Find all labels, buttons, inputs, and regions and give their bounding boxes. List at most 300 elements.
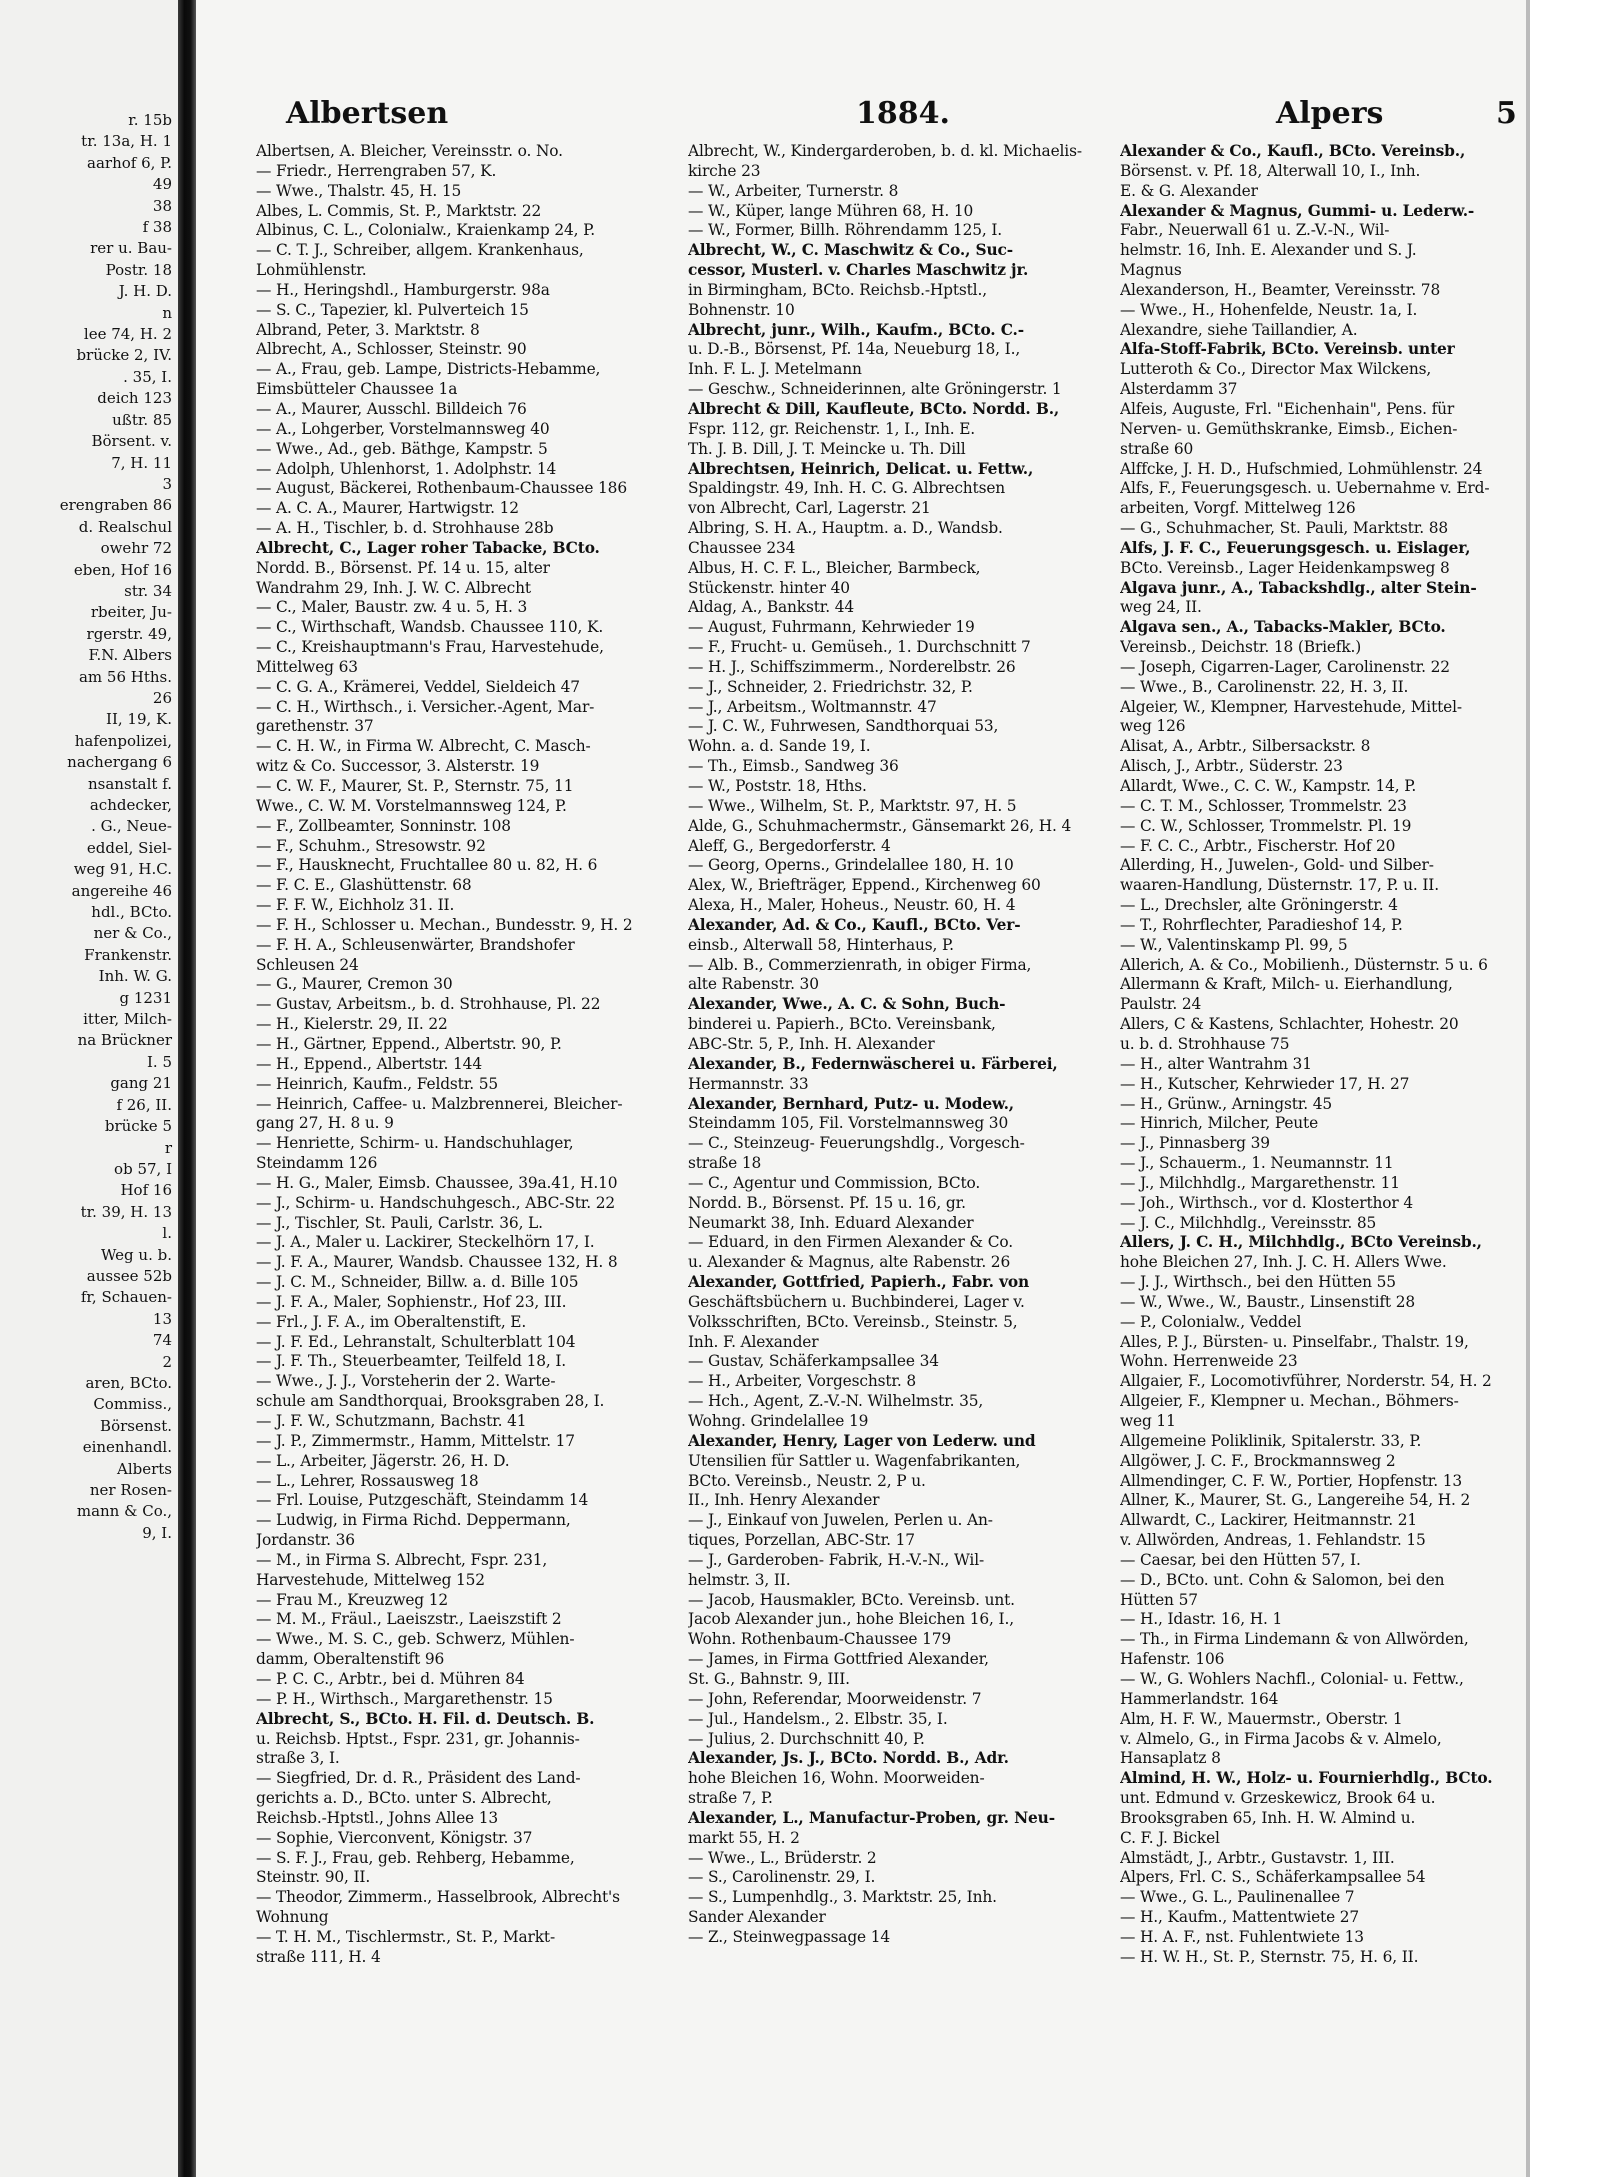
directory-entry-line: Spaldingstr. 49, Inh. H. C. G. Albrechtsen [688,479,1006,498]
directory-entry-line: Albus, H. C. F. L., Bleicher, Barmbeck, [688,558,981,577]
fragment-line: aren, BCto. [85,1373,172,1392]
directory-entry-line: Geschäftsbüchern u. Buchbinderei, Lager v. [688,1292,1025,1311]
fragment-line: mann & Co., [76,1502,172,1521]
directory-entry-line: — Heinrich, Caffee- u. Malzbrennerei, Bleicher- [256,1094,623,1113]
directory-entry-line: — C. T. M., Schlosser, Trommelstr. 23 [1120,796,1407,815]
directory-entry-line: — Georg, Operns., Grindelallee 180, H. 10 [688,856,1014,875]
fragment-line: Frankenstr. [84,945,172,964]
directory-entry-line: BCto. Vereinsb., Lager Heidenkampsweg 8 [1120,558,1450,577]
directory-entry-line: — J. F. Th., Steuerbeamter, Teilfeld 18, I. [256,1352,567,1371]
fragment-line: ner & Co., [93,924,172,943]
directory-entry-line: Aleff, G., Bergedorferstr. 4 [688,836,891,855]
directory-entry-line: Wwe., C. W. M. Vorstelmannsweg 124, P. [256,796,567,815]
directory-entry-line: Allwardt, C., Lackirer, Heitmannstr. 21 [1120,1511,1418,1530]
directory-entry-line: Alexander & Co., Kaufl., BCto. Vereinsb., [1120,142,1466,160]
directory-entry-line: Alexa, H., Maler, Hoheus., Neustr. 60, H. 4 [688,896,1016,915]
directory-entry-line: — Wwe., H., Hohenfelde, Neustr. 1a, I. [1120,300,1418,319]
fragment-line: . G., Neue- [91,817,172,836]
directory-entry-line: Allermann & Kraft, Milch- u. Eierhandlung, [1120,975,1453,994]
directory-entry-line: Albrecht, W., C. Maschwitz & Co., Suc- [688,241,1013,260]
directory-entry-line: Alfeis, Auguste, Frl. "Eichenhain", Pens. für [1120,399,1455,418]
directory-entry-line: v. Almelo, G., in Firma Jacobs & v. Almelo, [1120,1729,1442,1748]
directory-entry-line: Albinus, C. L., Colonialw., Kraienkamp 24, P. [256,221,595,240]
fragment-line: tr. 39, H. 13 [80,1202,172,1221]
directory-entry-line: Albes, L. Commis, St. P., Marktstr. 22 [256,201,542,220]
directory-entry-line: weg 126 [1120,717,1186,736]
directory-entry-line: Allers, C & Kastens, Schlachter, Hohestr. 20 [1120,1015,1459,1034]
directory-entry-line: — J. P., Zimmermstr., Hamm, Mittelstr. 17 [256,1431,575,1450]
directory-page [196,0,1526,2177]
directory-entry-line: — Henriette, Schirm- u. Handschuhlager, [256,1134,574,1153]
fragment-line: r. 15b [128,111,172,129]
directory-entry-line: Neumarkt 38, Inh. Eduard Alexander [688,1213,974,1232]
directory-entry-line: — Frl., J. F. A., im Oberaltenstift, E. [256,1312,527,1331]
directory-entry-line: Inh. F. L. J. Metelmann [688,360,862,379]
directory-entry-line: — J. F. A., Maurer, Wandsb. Chaussee 132, H. 8 [256,1253,618,1272]
directory-entry-line: — Joh., Wirthsch., vor d. Klosterthor 4 [1120,1193,1413,1212]
header-year [856,96,950,130]
directory-entry-line: Reichsb.-Hptstl., Johns Allee 13 [256,1808,499,1827]
directory-entry-line: — G., Maurer, Cremon 30 [256,975,453,994]
directory-entry-line: Bohnenstr. 10 [688,300,795,319]
directory-entry-line: Albrecht, W., Kindergarderoben, b. d. kl. Michaelis- [688,142,1082,160]
directory-entry-line: Alex, W., Briefträger, Eppend., Kirchenweg 60 [688,876,1041,895]
directory-entry-line: Alfs, F., Feuerungsgesch. u. Uebernahme v. Erd- [1120,479,1490,498]
fragment-line: Inh. W. G. [98,967,172,986]
directory-entry-line: — F. H. A., Schleusenwärter, Brandshofer [256,935,575,954]
directory-entry-line: — W., Poststr. 18, Hths. [688,777,867,795]
fragment-line: Postr. 18 [105,260,172,279]
directory-entry-line: tiques, Porzellan, ABC-Str. 17 [688,1531,915,1550]
directory-entry-line: Wandrahm 29, Inh. J. W. C. Albrecht [256,578,531,597]
directory-entry-line: — Geschw., Schneiderinnen, alte Gröningerstr. 1 [688,380,1062,399]
directory-entry-line: — J. C., Milchhdlg., Vereinsstr. 85 [1120,1213,1377,1232]
directory-entry-line: — W., Former, Billh. Röhrendamm 125, I. [688,221,1003,240]
directory-entry-line: Wohng. Grindelallee 19 [688,1412,869,1430]
directory-entry-line: — C. G. A., Krämerei, Veddel, Sieldeich 47 [256,677,580,696]
directory-entry-line: helmstr. 3, II. [688,1570,791,1589]
directory-entry-line: ABC-Str. 5, P., Inh. H. Alexander [688,1034,935,1053]
directory-entry-line: Alexanderson, H., Beamter, Vereinsstr. 78 [1120,280,1441,299]
fragment-line: I. 5 [146,1052,172,1071]
page-edge [1526,0,1600,2177]
directory-entry-line: — C. H. W., in Firma W. Albrecht, C. Masch- [256,737,591,756]
fragment-line: d. Realschul [78,517,172,536]
directory-entry-line: Allerding, H., Juwelen-, Gold- und Silber- [1120,856,1434,875]
directory-entry-line: Mittelweg 63 [256,657,358,676]
directory-entry-line: — F. F. W., Eichholz 31. II. [256,896,455,915]
fragment-line: rbeiter, Ju- [90,603,172,622]
directory-entry-line: weg 24, II. [1120,598,1202,617]
fragment-line: einenhandl. [82,1438,172,1457]
directory-entry-line: II., Inh. Henry Alexander [688,1491,880,1510]
directory-entry-line: Wohn. Rothenbaum-Chaussee 179 [688,1630,952,1649]
directory-entry-line: — A., Lohgerber, Vorstelmannsweg 40 [256,419,550,438]
directory-entry-line: Hammerlandstr. 164 [1120,1689,1279,1708]
directory-entry-line: — Frl. Louise, Putzgeschäft, Steindamm 14 [256,1491,589,1510]
directory-entry-line: — Wwe., B., Carolinenstr. 22, H. 3, II. [1120,677,1409,696]
header-right-keyword [1276,96,1383,130]
directory-entry-line: — J., Schirm- u. Handschuhgesch., ABC-Str. 22 [256,1193,616,1212]
directory-entry-line: Allerich, A. & Co., Mobilienh., Düsternstr. 5 u. 6 [1120,955,1488,974]
directory-entry-line: Brooksgraben 65, Inh. H. W. Almind u. [1120,1808,1416,1827]
fragment-line: str. 34 [124,581,172,600]
fragment-line: rgerstr. 49, [86,624,172,643]
directory-entry-line: helmstr. 16, Inh. E. Alexander und S. J. [1120,241,1417,260]
page-number-text: 5 [1496,96,1517,131]
directory-entry-line: Eimsbütteler Chaussee 1a [256,380,458,399]
directory-entry-line: Paulstr. 24 [1120,995,1202,1014]
directory-entry-line: Alm, H. F. W., Mauermstr., Oberstr. 1 [1120,1709,1403,1728]
fragment-line: 2 [162,1352,172,1371]
directory-entry-line: Allardt, Wwe., C. C. W., Kampstr. 14, P. [1120,777,1417,795]
directory-entry-line: — J., Schauerm., 1. Neumannstr. 11 [1120,1154,1394,1173]
directory-entry-line: — H., alter Wantrahm 31 [1120,1054,1312,1073]
directory-entry-line: Allner, K., Maurer, St. G., Langereihe 54, H. 2 [1120,1491,1471,1510]
directory-entry-line: u. D.-B., Börsenst, Pf. 14a, Neueburg 18, I., [688,340,1021,359]
directory-entry-line: Steindamm 105, Fil. Vorstelmannsweg 30 [688,1114,1009,1133]
directory-entry-line: — J., Tischler, St. Pauli, Carlstr. 36, L. [256,1213,543,1232]
fragment-line: Weg u. b. [100,1245,172,1264]
directory-entry-line: — Hinrich, Milcher, Peute [1120,1114,1319,1133]
directory-entry-line: — T., Rohrflechter, Paradieshof 14, P. [1120,915,1403,934]
directory-entry-line: — A., Frau, geb. Lampe, Districts-Hebamme, [256,360,601,379]
directory-entry-line: — J. J., Wirthsch., bei den Hütten 55 [1120,1273,1396,1292]
directory-entry-line: Nordd. B., Börsenst. Pf. 14 u. 15, alter [256,558,550,577]
directory-entry-line: Hansaplatz 8 [1120,1749,1221,1768]
header-right-text: Alpers [1276,96,1384,131]
fragment-line: 49 [152,175,172,194]
directory-entry-line: — Alb. B., Commerzienrath, in obiger Firma, [688,955,1032,974]
directory-entry-line: — C., Kreishauptmann's Frau, Harvestehude, [256,638,604,657]
directory-entry-line: — S., Carolinenstr. 29, I. [688,1868,876,1887]
directory-entry-line: — M. M., Fräul., Laeiszstr., Laeiszstift 2 [256,1610,562,1629]
fragment-line: deich 123 [97,389,172,408]
directory-entry-line: — J. C. M., Schneider, Billw. a. d. Bille 105 [256,1273,579,1292]
fragment-line: 74 [152,1331,172,1350]
directory-entry-line: St. G., Bahnstr. 9, III. [688,1669,850,1688]
directory-entry-line: — August, Bäckerei, Rothenbaum-Chaussee 186 [256,479,627,498]
fragment-line: aussee 52b [86,1266,172,1285]
fragment-line: achdecker, [89,796,172,814]
directory-entry-line: Wohn. a. d. Sande 19, I. [688,737,871,756]
directory-entry-line: binderei u. Papierh., BCto. Vereinsbank, [688,1015,996,1034]
directory-entry-line: — W., Wwe., W., Baustr., Linsenstift 28 [1120,1292,1415,1311]
fragment-line: 9, I. [142,1523,172,1542]
directory-entry-line: Alffcke, J. H. D., Hufschmied, Lohmühlenstr. 24 [1120,459,1483,478]
directory-entry-line: — August, Fuhrmann, Kehrwieder 19 [688,618,975,637]
book-gutter [178,0,196,2177]
fragment-line: 38 [152,196,172,215]
directory-entry-line: Alexander, Ad. & Co., Kaufl., BCto. Ver- [688,915,1021,934]
directory-entry-line: — L., Arbeiter, Jägerstr. 26, H. D. [256,1451,510,1470]
fragment-line: Hof 16 [120,1181,172,1200]
directory-entry-line: — J., Garderoben- Fabrik, H.-V.-N., Wil- [688,1550,985,1569]
directory-entry-line: — H. A. F., nst. Fuhlentwiete 13 [1120,1927,1364,1946]
fragment-line: 7, H. 11 [111,453,172,472]
directory-entry-line: Chaussee 234 [688,538,796,557]
directory-entry-line: — W., Arbeiter, Turnerstr. 8 [688,181,899,200]
directory-entry-line: arbeiten, Vorgf. Mittelweg 126 [1120,499,1356,518]
directory-entry-line: Nerven- u. Gemüthskranke, Eimsb., Eichen- [1120,419,1458,438]
directory-entry-line: u. b. d. Strohhause 75 [1120,1034,1290,1053]
directory-entry-line: C. F. J. Bickel [1120,1828,1220,1847]
directory-entry-line: u. Reichsb. Hptst., Fspr. 231, gr. Johannis- [256,1729,580,1748]
directory-entry-line: Utensilien für Sattler u. Wagenfabrikanten, [688,1451,1021,1470]
directory-entry-line: — A., Maurer, Ausschl. Billdeich 76 [256,399,527,418]
directory-entry-line: — P. H., Wirthsch., Margarethenstr. 15 [256,1689,553,1708]
directory-entry-line: Th. J. B. Dill, J. T. Meincke u. Th. Dill [688,439,966,458]
directory-entry-line: — Caesar, bei den Hütten 57, I. [1120,1550,1361,1569]
directory-entry-line: Aldag, A., Bankstr. 44 [688,598,855,617]
directory-entry-line: — D., BCto. unt. Cohn & Salomon, bei den [1120,1570,1445,1589]
directory-entry-line: Albrecht, junr., Wilh., Kaufm., BCto. C.- [688,320,1024,339]
directory-entry-line: Albertsen, A. Bleicher, Vereinsstr. o. No. [256,142,563,160]
directory-entry-line: — Wwe., G. L., Paulinenallee 7 [1120,1888,1355,1907]
fragment-line: nachergang 6 [67,753,172,772]
fragment-line: J. H. D. [118,282,172,301]
directory-entry-line: — Eduard, in den Firmen Alexander & Co. [688,1233,1013,1252]
directory-entry-line: Allgemeine Poliklinik, Spitalerstr. 33, P. [1120,1431,1422,1450]
directory-entry-line: alte Rabenstr. 30 [688,975,819,994]
fragment-line: Börsent. v. [91,432,172,451]
fragment-line: 3 [162,474,172,493]
fragment-line: brücke 2, IV. [76,346,172,365]
fragment-line: Alberts [116,1459,172,1478]
directory-entry-line: v. Allwörden, Andreas, 1. Fehlandstr. 15 [1120,1531,1426,1550]
directory-entry-line: — J. C. W., Fuhrwesen, Sandthorquai 53, [688,717,999,736]
directory-entry-line: — P. C. C., Arbtr., bei d. Mühren 84 [256,1669,525,1688]
directory-entry-line: — H. W. H., St. P., Sternstr. 75, H. 6, II. [1120,1947,1419,1966]
directory-entry-line: damm, Oberaltenstift 96 [256,1650,445,1669]
directory-entry-line: Albrecht & Dill, Kaufleute, BCto. Nordd. B., [688,399,1060,418]
directory-entry-line: — H., Eppend., Albertstr. 144 [256,1054,482,1073]
fragment-line: eben, Hof 16 [73,560,172,579]
fragment-line: r [164,1138,172,1157]
directory-entry-line: — H., Gärtner, Eppend., Albertstr. 90, P. [256,1034,562,1053]
directory-entry-line: Alexander, Henry, Lager von Lederw. und [688,1431,1036,1450]
directory-entry-line: Jordanstr. 36 [256,1531,355,1550]
directory-entry-line: straße 18 [688,1154,762,1173]
fragment-line: II, 19, K. [106,710,172,729]
directory-entry-line: Hermannstr. 33 [688,1074,809,1093]
directory-entry-line: Alexander, Bernhard, Putz- u. Modew., [688,1094,1015,1113]
directory-entry-line: — J., Pinnasberg 39 [1120,1134,1270,1153]
directory-entry-line: Fspr. 112, gr. Reichenstr. 1, I., Inh. E. [688,419,976,438]
fragment-line: ob 57, I [114,1159,172,1178]
directory-entry-line: — Theodor, Zimmerm., Hasselbrook, Albrecht's [256,1888,620,1907]
directory-entry-line: — Heinrich, Kaufm., Feldstr. 55 [256,1074,498,1093]
directory-entry-line: — F. H., Schlosser u. Mechan., Bundesstr. 9, H. 2 [256,915,633,934]
fragment-line: na Brückner [77,1031,172,1050]
header-year-text: 1884. [856,96,950,131]
fragment-line: eddel, Siel- [86,838,172,857]
fragment-line: hafenpolizei, [74,731,172,750]
fragment-line: ner Rosen- [89,1481,172,1499]
directory-entry-line: garethenstr. 37 [256,717,374,736]
directory-entry-line: weg 11 [1120,1412,1176,1430]
directory-entry-line: — Jacob, Hausmakler, BCto. Vereinsb. unt. [688,1590,1015,1609]
directory-entry-line: Alfa-Stoff-Fabrik, BCto. Vereinsb. unter [1120,340,1455,359]
directory-entry-line: Allgeier, F., Klempner u. Mechan., Böhmers- [1120,1392,1459,1411]
directory-entry-line: — Sophie, Vierconvent, Königstr. 37 [256,1828,533,1847]
directory-entry-line: u. Alexander & Magnus, alte Rabenstr. 26 [688,1253,1011,1272]
directory-entry-line: Wohnung [256,1908,329,1927]
directory-entry-line: markt 55, H. 2 [688,1828,800,1847]
directory-entry-line: Algava sen., A., Tabacks-Makler, BCto. [1120,618,1446,637]
directory-entry-line: Lohmühlenstr. [256,261,367,280]
directory-entry-line: — Joseph, Cigarren-Lager, Carolinenstr. 22 [1120,657,1450,676]
fragment-line: g 1231 [119,988,172,1007]
directory-entry-line: Sander Alexander [688,1908,826,1927]
directory-entry-line: — Siegfried, Dr. d. R., Präsident des Land- [256,1769,581,1788]
directory-entry-line: Stückenstr. hinter 40 [688,578,850,597]
directory-entry-line: — Hch., Agent, Z.-V.-N. Wilhelmstr. 35, [688,1392,984,1411]
directory-entry-line: — Wwe., Thalstr. 45, H. 15 [256,181,462,200]
directory-entry-line: straße 111, H. 4 [256,1947,381,1966]
directory-entry-line: — F. C. E., Glashüttenstr. 68 [256,876,472,895]
directory-entry-line: — James, in Firma Gottfried Alexander, [688,1650,989,1669]
fragment-line: ußtr. 85 [112,410,172,429]
directory-entry-line: — J. F. A., Maler, Sophienstr., Hof 23, III. [256,1292,567,1311]
directory-entry-line: — H. G., Maler, Eimsb. Chaussee, 39a.41, H.10 [256,1173,618,1192]
directory-entry-line: Alde, G., Schuhmachermstr., Gänsemarkt 26, H. 4 [688,816,1072,835]
directory-entry-line: Alexander & Magnus, Gummi- u. Lederw.- [1120,201,1475,220]
directory-entry-line: — W., Valentinskamp Pl. 99, 5 [1120,935,1348,954]
directory-entry-line: Fabr., Neuerwall 61 u. Z.-V.-N., Wil- [1120,221,1390,240]
directory-entry-line: — Jul., Handelsm., 2. Elbstr. 35, I. [688,1709,948,1728]
directory-entry-line: — J., Schneider, 2. Friedrichstr. 32, P. [688,677,973,696]
directory-entry-line: — A. C. A., Maurer, Hartwigstr. 12 [256,499,519,518]
column-3 [1120,142,1520,1968]
directory-entry-line: unt. Edmund v. Grzeskewicz, Brook 64 u. [1120,1789,1436,1808]
directory-entry-line: E. & G. Alexander [1120,181,1258,200]
directory-entry-line: — L., Drechsler, alte Gröningerstr. 4 [1120,896,1398,915]
fragment-line: tr. 13a, H. 1 [81,132,172,151]
directory-entry-line: — F., Zollbeamter, Sonninstr. 108 [256,816,511,835]
fragment-line: Commiss., [93,1395,172,1414]
directory-entry-line: Nordd. B., Börsenst. Pf. 15 u. 16, gr. [688,1193,966,1212]
directory-entry-line: Volksschriften, BCto. Vereinsb., Steinstr. 5, [688,1312,1018,1331]
directory-entry-line: Alsterdamm 37 [1120,380,1238,399]
directory-entry-line: Alisch, J., Arbtr., Süderstr. 23 [1120,757,1343,776]
directory-entry-line: — Wwe., L., Brüderstr. 2 [688,1848,877,1867]
fragment-line: angereihe 46 [71,881,172,900]
directory-entry-line: Algeier, W., Klempner, Harvestehude, Mittel- [1120,697,1462,716]
fragment-line: itter, Milch- [83,1010,172,1029]
directory-entry-line: Inh. F. Alexander [688,1332,819,1351]
directory-entry-line: Albrecht, C., Lager roher Tabacke, BCto. [256,538,600,557]
directory-entry-line: — W., G. Wohlers Nachfl., Colonial- u. Fettw., [1120,1669,1464,1688]
directory-entry-line: — J. A., Maler u. Lackirer, Steckelhörn 17, I. [256,1233,595,1252]
header-left-text: Albertsen [286,96,449,131]
directory-entry-line: schule am Sandthorquai, Brooksgraben 28, I. [256,1392,605,1411]
fragment-line: n [162,303,172,322]
directory-entry-line: — S. C., Tapezier, kl. Pulverteich 15 [256,300,529,319]
directory-entry-line: Steinstr. 90, II. [256,1868,371,1887]
directory-entry-line: — H., Grünw., Arningstr. 45 [1120,1094,1333,1113]
directory-entry-line: — H., Kutscher, Kehrwieder 17, H. 27 [1120,1074,1410,1093]
directory-entry-line: — M., in Firma S. Albrecht, Fspr. 231, [256,1550,548,1569]
directory-entry-line: Allgaier, F., Locomotivführer, Norderstr. 54, H. 2 [1120,1372,1492,1391]
directory-entry-line: witz & Co. Successor, 3. Alsterstr. 19 [256,757,540,776]
fragment-line: lee 74, H. 2 [83,325,172,344]
directory-entry-line: — Th., Eimsb., Sandweg 36 [688,757,899,776]
directory-entry-line: BCto. Vereinsb., Neustr. 2, P u. [688,1471,926,1490]
directory-entry-line: — C. H., Wirthsch., i. Versicher.-Agent, Mar- [256,697,595,716]
directory-entry-line: — J., Arbeitsm., Woltmannstr. 47 [688,697,937,716]
directory-entry-line: — J., Milchhdlg., Margarethenstr. 11 [1120,1173,1400,1192]
directory-entry-line: — H., Idastr. 16, H. 1 [1120,1610,1283,1629]
directory-entry-line: — S., Lumpenhdlg., 3. Marktstr. 25, Inh. [688,1888,997,1907]
directory-entry-line: Alles, P. J., Bürsten- u. Pinselfabr., Thalstr. 19, [1120,1332,1469,1351]
page-number [1496,96,1517,130]
directory-entry-line: Schleusen 24 [256,955,359,974]
directory-entry-line: Albrecht, S., BCto. H. Fil. d. Deutsch. B. [256,1709,595,1728]
directory-entry-line: — Julius, 2. Durchschnitt 40, P. [688,1729,925,1748]
directory-entry-line: Jacob Alexander jun., hohe Bleichen 16, I., [688,1610,1014,1629]
directory-entry-line: — Th., in Firma Lindemann & von Allwörden, [1120,1630,1469,1649]
directory-entry-line: Albrechtsen, Heinrich, Delicat. u. Fettw., [688,459,1034,478]
directory-entry-line: Alpers, Frl. C. S., Schäferkampsallee 54 [1120,1868,1426,1887]
directory-entry-line: — Frau M., Kreuzweg 12 [256,1590,449,1609]
directory-entry-line: Alexander, Gottfried, Papierh., Fabr. von [688,1273,1030,1292]
directory-entry-line: — Wwe., J. J., Vorsteherin der 2. Warte- [256,1372,556,1391]
directory-entry-line: — C. W., Schlosser, Trommelstr. Pl. 19 [1120,816,1412,835]
fragment-line: owehr 72 [100,539,172,558]
directory-entry-line: — J. F. Ed., Lehranstalt, Schulterblatt 104 [256,1332,576,1351]
directory-entry-line: Albring, S. H. A., Hauptm. a. D., Wandsb. [688,519,1003,538]
directory-entry-line: Allmendinger, C. F. W., Portier, Hopfenstr. 13 [1120,1471,1463,1490]
directory-entry-line: straße 60 [1120,439,1194,458]
previous-page-fragment [0,0,178,2177]
directory-entry-line: kirche 23 [688,161,761,180]
directory-entry-line: — Gustav, Arbeitsm., b. d. Strohhause, Pl. 22 [256,995,601,1014]
directory-entry-line: Algava junr., A., Tabackshdlg., alter Stein- [1120,578,1477,597]
directory-entry-line: — Wwe., Ad., geb. Bäthge, Kampstr. 5 [256,439,548,458]
fragment-line: nsanstalt f. [87,774,172,793]
directory-entry-line: — C., Wirthschaft, Wandsb. Chaussee 110, K. [256,618,604,637]
directory-entry-line: — Gustav, Schäferkampsallee 34 [688,1352,939,1371]
directory-entry-line: — C., Agentur und Commission, BCto. [688,1173,981,1192]
directory-entry-line: — Wwe., M. S. C., geb. Schwerz, Mühlen- [256,1630,575,1649]
fragment-line: am 56 Hths. [78,667,172,686]
directory-entry-line: Hafenstr. 106 [1120,1650,1225,1669]
directory-entry-line: Alexander, L., Manufactur-Proben, gr. Neu- [688,1808,1055,1827]
column-2 [688,142,1108,1948]
fragment-line: erengraben 86 [59,496,172,515]
directory-entry-line: einsb., Alterwall 58, Hinterhaus, P. [688,935,954,954]
directory-entry-line: Alexandre, siehe Taillandier, A. [1120,320,1358,339]
directory-entry-line: Lutteroth & Co., Director Max Wilckens, [1120,360,1432,379]
directory-entry-line: hohe Bleichen 27, Inh. J. C. H. Allers Wwe. [1120,1253,1447,1272]
directory-entry-line: hohe Bleichen 16, Wohn. Moorweiden- [688,1769,985,1788]
fragment-line: f 38 [142,218,172,237]
directory-entry-line: Albrecht, A., Schlosser, Steinstr. 90 [256,340,527,359]
directory-entry-line: — Z., Steinwegpassage 14 [688,1927,891,1946]
directory-entry-line: Börsenst. v. Pf. 18, Alterwall 10, I., Inh. [1120,161,1421,180]
directory-entry-line: — Wwe., Wilhelm, St. P., Marktstr. 97, H. 5 [688,796,1017,815]
directory-entry-line: Almstädt, J., Arbtr., Gustavstr. 1, III. [1120,1848,1395,1867]
directory-entry-line: — F., Schuhm., Stresowstr. 92 [256,836,486,855]
directory-entry-line: in Birmingham, BCto. Reichsb.-Hptstl., [688,280,987,299]
directory-entry-line: Steindamm 126 [256,1154,378,1173]
directory-entry-line: straße 3, I. [256,1749,340,1768]
directory-entry-line: — C. W. F., Maurer, St. P., Sternstr. 75, 11 [256,777,574,795]
directory-entry-line: Alexander, Js. J., BCto. Nordd. B., Adr. [688,1749,1009,1768]
fragment-line: rer u. Bau- [90,239,172,258]
directory-entry-line: — H., Arbeiter, Vorgeschstr. 8 [688,1372,917,1391]
